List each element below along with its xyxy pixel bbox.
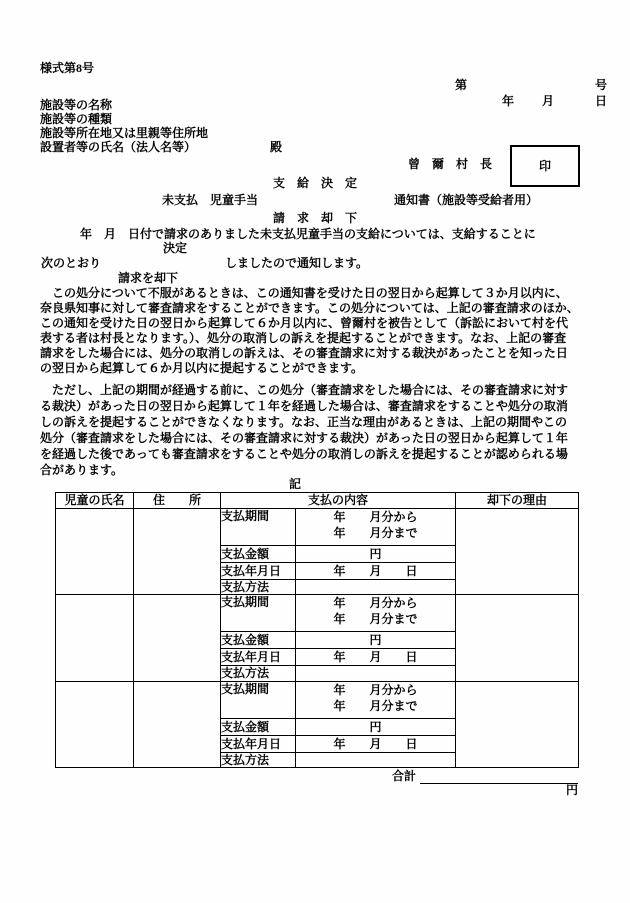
intro-right: しましたので通知します。 (225, 256, 369, 270)
form-number: 様式第8号 (40, 61, 95, 75)
amount-value-cell: 円 (296, 632, 456, 649)
address-cell (134, 509, 221, 595)
col-address: 住 所 (134, 493, 221, 509)
period-to: 年 月分まで (333, 612, 418, 627)
doc-number-prefix: 第 (455, 78, 468, 92)
period-value-cell (296, 509, 456, 546)
method-value-cell (296, 752, 456, 767)
facility-address-label: 施設等所在地又は里親等住所地 (40, 126, 209, 140)
period-value-cell (296, 595, 456, 632)
table-row (56, 681, 579, 718)
ki-heading: 記 (289, 477, 302, 491)
period-from: 年 月分から (333, 510, 418, 524)
method-value-cell (296, 580, 456, 595)
doc-number-suffix: 号 (595, 78, 608, 92)
paragraph-appeal-line: の翌日から起算して６か月以内に提起することができます。 (40, 361, 364, 375)
honorific-label: 殿 (270, 140, 283, 154)
rejection-reason-cell (456, 681, 579, 767)
total-underline (420, 769, 578, 798)
period-value-cell (296, 681, 456, 718)
facility-name-label: 施設等の名称 (40, 98, 113, 112)
method-label: 支払方法 (221, 580, 296, 595)
date-year-label: 年 (502, 94, 515, 108)
method-value-cell (296, 666, 456, 681)
title-option-grant: 支 給 決 定 (272, 176, 357, 190)
period-label: 支払期間 (221, 681, 296, 718)
paragraph-deadline-line: を経過した後であっても審査請求をすることや処分の取消しの訴えを提起することが認められる場 (40, 447, 568, 461)
method-label: 支払方法 (221, 666, 296, 681)
seal-label: 印 (538, 159, 551, 173)
payment-date-label: 支払年月日 (221, 563, 296, 580)
table-header-row (56, 493, 579, 509)
paragraph-appeal-line: この通知を受けた日の翌日から起算して６か月以内に、曾爾村を被告として（訴訟において村を代 (40, 316, 569, 330)
title-option-reject: 請 求 却 下 (272, 211, 357, 225)
title-main-left: 未支払 児童手当 (162, 193, 259, 207)
total-label: 合計 (392, 769, 417, 783)
amount-label: 支払金額 (221, 632, 296, 649)
period-label: 支払期間 (221, 509, 296, 546)
paragraph-deadline-line: しの訴えを提起することができなくなります。なお、正当な理由があるときは、上記の期間やこの (40, 415, 568, 429)
rejection-reason-cell (456, 509, 579, 595)
address-cell (134, 595, 221, 681)
method-label: 支払方法 (221, 752, 296, 767)
payment-table (55, 492, 579, 768)
paragraph-deadline-line: ただし、上記の期間が経過する前に、この処分（審査請求をした場合には、その審査請求に対す (40, 383, 569, 397)
intro-option-grant: 決定 (163, 241, 188, 255)
title-main-right: 通知書（施設等受給者用） (394, 193, 539, 207)
intro-left: 次のとおり (41, 256, 102, 270)
total-unit: 円 (565, 783, 578, 798)
rejection-reason-cell (456, 595, 579, 681)
founder-name-label: 設置者等の氏名（法人名等） (40, 140, 197, 154)
table-row (56, 595, 579, 632)
paragraph-appeal-line: 請求をした場合には、処分の取消しの訴えは、その審査請求に対する裁決があったことを知った日 (40, 346, 568, 360)
paragraph-appeal-line: この処分について不服があるときは、この通知書を受けた日の翌日から起算して３か月以内に、 (40, 286, 568, 300)
child-name-cell (56, 595, 134, 681)
period-to: 年 月分まで (333, 698, 418, 713)
period-from: 年 月分から (333, 682, 418, 697)
amount-value-cell: 円 (296, 718, 456, 735)
paragraph-deadline-line: る裁決）があった日の翌日から起算して１年を経過した場合は、審査請求をすることや処分の取消 (40, 399, 568, 413)
payment-date-label: 支払年月日 (221, 735, 296, 752)
payment-date-label: 支払年月日 (221, 649, 296, 666)
address-cell (134, 681, 221, 767)
intro-option-reject: 請求を却下 (118, 271, 179, 285)
intro-line: 年 月 日付で請求のありました未支払児童手当の支給については、支給することに (80, 227, 536, 241)
paragraph-appeal (40, 286, 596, 376)
payment-date-value-cell: 年 月 日 (296, 649, 456, 666)
table-row (56, 509, 579, 546)
paragraph-deadline-line: 処分（審査請求をした場合には、その審査請求に対する裁決）があった日の翌日から起算して１年 (40, 431, 568, 445)
col-child-name: 児童の氏名 (56, 493, 134, 509)
mayor-title: 曾 爾 村 長 (408, 157, 493, 171)
paragraph-appeal-line: 表する者は村長となります。）、処分の取消しの訴えを提起することができます。なお、上記の審査 (40, 331, 567, 345)
paragraph-deadline-line: 合があります。 (40, 463, 124, 477)
period-from: 年 月分から (333, 596, 418, 611)
col-payment-content: 支払の内容 (221, 493, 456, 509)
date-day-label: 日 (595, 94, 608, 108)
col-rejection-reason: 却下の理由 (456, 493, 579, 509)
paragraph-appeal-line: 奈良県知事に対して審査請求をすることができます。この処分については、上記の審査請求のほか、 (40, 301, 579, 315)
paragraph-deadline (40, 383, 596, 479)
payment-date-value-cell: 年 月 日 (296, 563, 456, 580)
period-to: 年 月分まで (333, 526, 418, 540)
facility-type-label: 施設等の種類 (40, 112, 113, 126)
period-label: 支払期間 (221, 595, 296, 632)
payment-date-value-cell: 年 月 日 (296, 735, 456, 752)
amount-label: 支払金額 (221, 718, 296, 735)
amount-value-cell: 円 (296, 546, 456, 563)
child-name-cell (56, 681, 134, 767)
amount-label: 支払金額 (221, 546, 296, 563)
child-name-cell (56, 509, 134, 595)
date-month-label: 月 (542, 94, 555, 108)
